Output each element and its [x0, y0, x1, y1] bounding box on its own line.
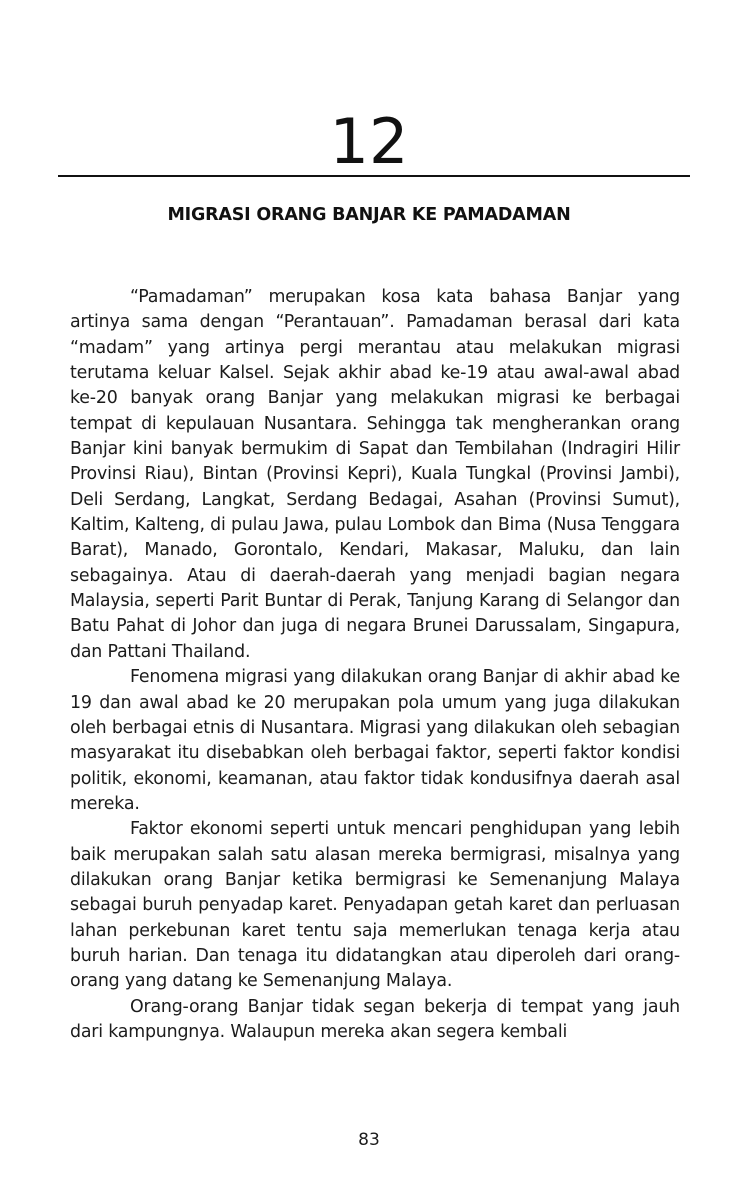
chapter-title: MIGRASI ORANG BANJAR KE PAMADAMAN [167, 205, 571, 225]
paragraph: Faktor ekonomi seperti untuk mencari penghidupan yang lebih baik merupakan salah satu alasan mereka bermigrasi, misalnya yang dilakukan orang Banjar ketika bermigrasi ke Semenanjung Malaya sebagai buruh penyadap karet. Penyadapan getah karet dan perluasan lahan perkebunan karet tentu saja memerlukan tenaga kerja atau buruh harian. Dan tenaga itu didatangkan atau diperoleh dari orang-orang yang datang ke Semenanjung Malaya. [70, 819, 680, 992]
chapter-divider [58, 175, 690, 177]
page-number: 83 [358, 1130, 380, 1150]
body-text [70, 285, 680, 1045]
paragraph: “Pamadaman” merupakan kosa kata bahasa Banjar yang artinya sama dengan “Perantauan”. Pamadaman berasal dari kata “madam” yang artinya pergi merantau atau melakukan migrasi terutama keluar Kalsel. Sejak akhir abad ke-19 atau awal-awal abad ke-20 banyak orang Banjar yang melakukan migrasi ke berbagai tempat di kepulauan Nusantara. Sehingga tak mengherankan orang Banjar kini banyak bermukim di Sapat dan Tembilahan (Indragiri Hilir Provinsi Riau), Bintan (Provinsi Kepri), Kuala Tungkal (Provinsi Jambi), Deli Serdang, Langkat, Serdang Bedagai, Asahan (Provinsi Sumut), Kaltim, Kalteng, di pulau Jawa, pulau Lombok dan Bima (Nusa Tenggara Barat), Manado, Gorontalo, Kendari, Makasar, Maluku, dan lain sebagainya. Atau di daerah-daerah yang menjadi bagian negara Malaysia, seperti Parit Buntar di Perak, Tanjung Karang di Selangor dan Batu Pahat di Johor dan juga di negara Brunei Darussalam, Singapura, dan Pattani Thailand. [70, 287, 680, 662]
paragraph: Orang-orang Banjar tidak segan bekerja di tempat yang jauh dari kampungnya. Walaupun mereka akan segera kembali [70, 996, 680, 1042]
chapter-number: 12 [329, 105, 409, 178]
paragraph: Fenomena migrasi yang dilakukan orang Banjar di akhir abad ke 19 dan awal abad ke 20 merupakan pola umum yang juga dilakukan oleh berbagai etnis di Nusantara. Migrasi yang dilakukan oleh sebagian masyarakat itu disebabkan oleh berbagai faktor, seperti faktor kondisi politik, ekonomi, keamanan, atau faktor tidak kondusifnya daerah asal mereka. [70, 667, 680, 814]
